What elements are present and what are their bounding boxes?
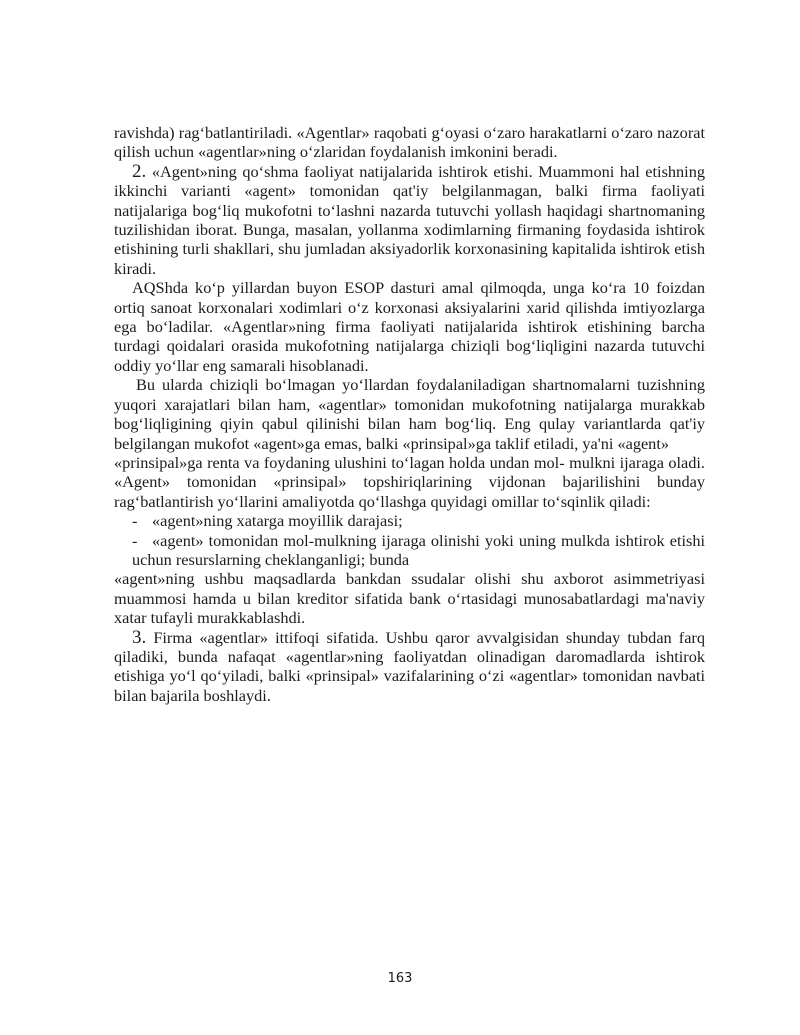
- paragraph-7-text: Firma «agentlar» ittifoqi sifatida. Ushbu qaror avvalgisidan shunday tubdan farq qiladiki, bunda nafaqat «agentlar»ning faoliyatdan olinadigan daromadlarda ishtirok etishiga yo‘l qo‘yiladi, balki «prinsipal» vazifalarining o‘zi «agentlar» tomonidan navbati bilan bajarila boshlaydi.: [114, 627, 705, 705]
- dash-item-1-text: «agent»ning xatarga moyillik darajasi;: [152, 511, 403, 531]
- paragraph-6: «agent»ning ushbu maqsadlarda bankdan ssudalar olishi shu axborot asimmetriyasi muammosi hamda u bilan kreditor sifatida bank o‘rtasidagi munosabatlardagi ma'naviy xatar tufayli murakkablashdi.: [114, 569, 705, 628]
- item-number-2: 2.: [132, 160, 147, 182]
- paragraph-5: «prinsipal»ga renta va foydaning ulushini to‘lagan holda undan mol- mulkni ijaraga oladi. «Agent» tomonidan «prinsipal» topshiriqlarining vijdonan bajarilishini bunday rag‘batlantirish yo‘llarini amaliyotda qo‘llashga quyidagi omillar to‘sqinlik qiladi:: [114, 452, 705, 511]
- page-number: 163: [387, 971, 413, 986]
- item-number-3: 3.: [132, 626, 147, 648]
- dash-marker: -: [132, 511, 138, 531]
- paragraph-2: [114, 162, 705, 278]
- paragraph-3: AQShda ko‘p yillardan buyon ESOP dasturi amal qilmoqda, unga ko‘ra 10 foizdan ortiq sanoat korxonalari xodimlari o‘z korxonasi aksiyalarini xarid qilishda imtiyozlarga ega bo‘ladilar. «Agentlar»ning firma faoliyati natijalarida ishtirok etishining barcha turdagi qoidalari orasida mukofotning natijalarga chiziqli bog‘liqligini nazarda tutuvchi oddiy yo‘llar eng samarali hisoblanadi.: [114, 278, 705, 375]
- paragraph-7: [114, 628, 705, 706]
- paragraph-1: ravishda) rag‘batlantiriladi. «Agentlar» raqobati g‘oyasi o‘zaro harakatlarni o‘zaro nazorat qilish uchun «agentlar»ning o‘zlaridan foydalanish imkonini beradi.: [114, 123, 705, 162]
- dash-item-2-text: «agent» tomonidan mol-mulkning ijaraga olinishi yoki uning mulkda ishtirok etishi uchun resurslarning cheklanganligi; bunda: [132, 530, 705, 569]
- paragraph-4: Bu ularda chiziqli bo‘lmagan yo‘llardan foydalaniladigan shartnomalarni tuzishning yuqori xarajatlari bilan ham, «agentlar» tomonidan mukofotning natijalarga murakkab bog‘liqligining qiyin qabul qilinishi bilan ham bog‘liq. Eng qulay variantlarda qat'iy belgilangan mukofot «agent»ga emas, balki «prinsipal»ga taklif etiladi, ya'ni «agent»: [114, 375, 705, 453]
- dash-item-1: [114, 511, 705, 530]
- page-body: [114, 123, 705, 705]
- dash-item-2: [114, 531, 705, 570]
- dash-marker: -: [132, 530, 138, 550]
- paragraph-2-text: «Agent»ning qo‘shma faoliyat natijalarida ishtirok etishi. Muammoni hal etishning ikkinchi varianti «agent» tomonidan qat'iy belgilanmagan, balki firma faoliyati natijalariga bog‘liq mukofotni to‘lashni nazarda tutuvchi yollash haqidagi shartnomaning tuzilishidan iborat. Bunga, masalan, yollanma xodimlarning firmaning foydasida ishtirok etishining turli shakllari, shu jumladan aksiyadorlik korxonasining kapitalida ishtirok etish kiradi.: [114, 161, 705, 278]
